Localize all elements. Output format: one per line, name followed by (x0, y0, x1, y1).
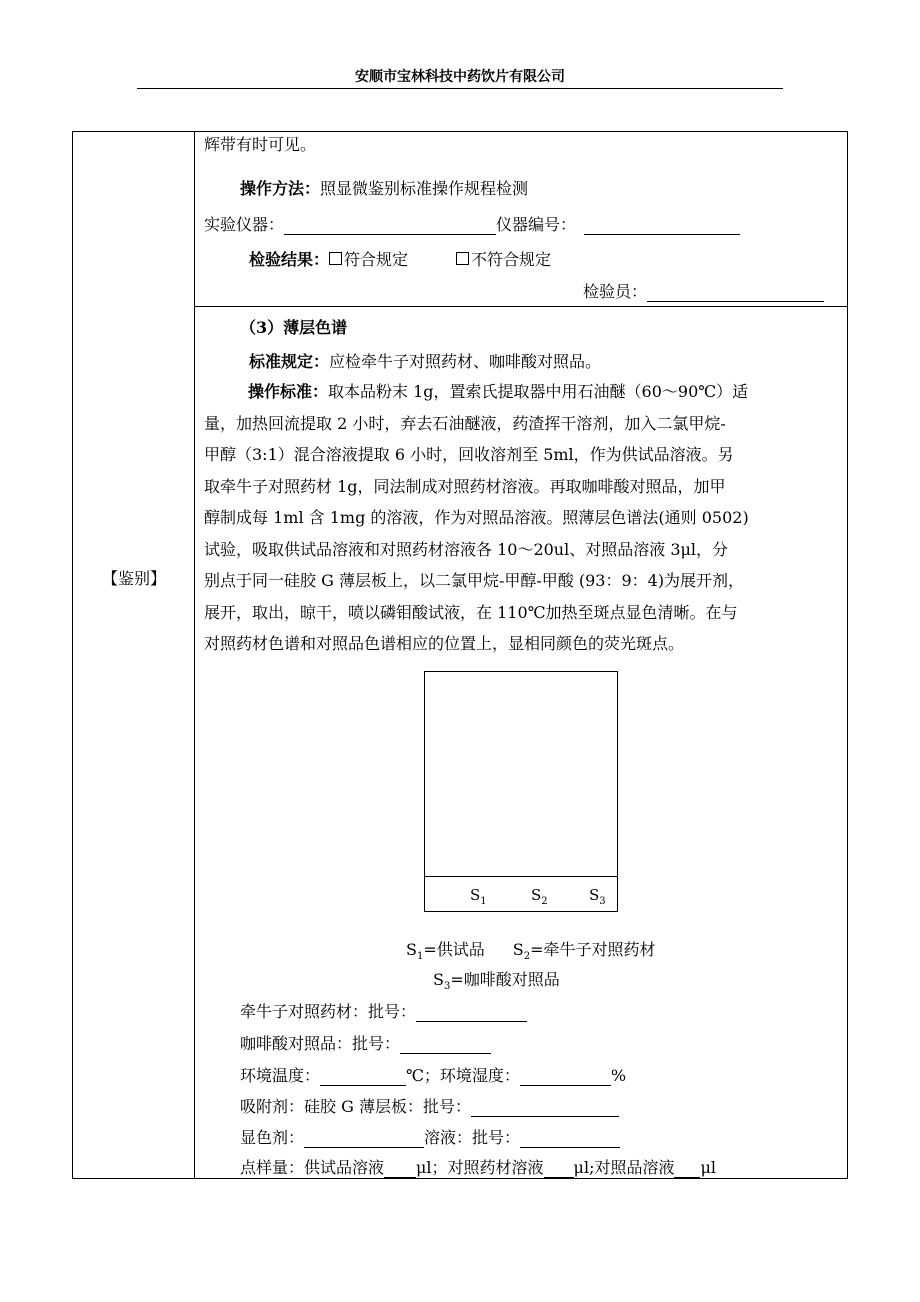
header-divider (137, 88, 783, 89)
ref-std-volume-field[interactable] (674, 1159, 700, 1178)
tlc-section-title: （3）薄层色谱 (240, 318, 348, 337)
standard-text: 应检牵牛子对照药材、咖啡酸对照品。 (329, 352, 602, 371)
legend-line-2: $S_3=$咖啡酸对照品 (433, 970, 560, 993)
operation-line: 量，加热回流提取 2 小时，弃去石油醚液，药渣挥干溶剂，加入二氯甲烷- (204, 413, 726, 433)
ref-std-row: 咖啡酸对照品：批号： (240, 1034, 491, 1054)
temperature-field[interactable] (320, 1067, 406, 1086)
operation-line: 展开，取出，晾干，喷以磷钼酸试液，在 110℃加热至斑点显色清晰。在与 (204, 602, 738, 622)
plate-batch-field[interactable] (471, 1098, 619, 1117)
company-name: 安顺市宝林科技中药饮片有限公司 (355, 69, 565, 85)
operation-line: 甲醇（3:1）混合溶液提取 6 小时，回收溶剂至 5ml，作为供试品溶液。另 (204, 445, 734, 464)
ref-herb-row: 牵牛子对照药材：批号： (240, 1002, 527, 1022)
legend-line-1: $S_1=$供试品 $S_2=$牵牛子对照药材 (406, 940, 656, 963)
method-label: 操作方法： (240, 179, 321, 198)
instrument-no-label: 仪器编号： (496, 215, 577, 234)
standard-label: 标准规定： (249, 352, 330, 371)
pass-checkbox[interactable] (329, 252, 342, 265)
table-top-border (72, 131, 848, 132)
inspector-row (583, 282, 824, 302)
continuation-text: 辉带有时可见。 (204, 135, 317, 154)
developer-row: 显色剂： 溶液：批号： (240, 1128, 620, 1148)
result-label: 检验结果： (249, 250, 330, 269)
developer-name-field[interactable] (304, 1129, 424, 1148)
legend-s1-desc: =供试品 (423, 940, 485, 959)
operation-line: 取牵牛子对照药材 1g，同法制成对照药材溶液。再取咖啡酸对照品，加甲 (204, 476, 726, 496)
instrument-row (204, 215, 740, 235)
legend-s3-desc: =咖啡酸对照品 (450, 970, 560, 989)
table-left-border (72, 131, 73, 1179)
standard-row (249, 352, 601, 372)
table-bottom-border (72, 1178, 848, 1179)
humidity-field[interactable] (520, 1067, 611, 1086)
result-row (249, 250, 551, 270)
instrument-field[interactable] (284, 216, 496, 235)
operation-line: 别点于同一硅胶 G 薄层板上，以二氯甲烷-甲醇-甲酸 (93：9：4)为展开剂， (204, 571, 745, 590)
ref-herb-batch-field[interactable] (416, 1003, 527, 1022)
operation-line: 对照药材色谱和对照品色谱相应的位置上，显相同颜色的荧光斑点。 (204, 634, 685, 653)
developer-batch-field[interactable] (520, 1129, 620, 1148)
legend-s2-desc: =牵牛子对照药材 (530, 940, 656, 959)
ref-herb-volume-field[interactable] (544, 1159, 574, 1178)
inspector-label: 检验员： (583, 282, 648, 301)
section-label-identification: 【鉴别】 (101, 569, 166, 588)
inspector-field[interactable] (647, 283, 824, 302)
method-row (240, 179, 528, 199)
lane-label-s1: $S_1$ (470, 886, 487, 907)
operation-line: 醇制成每 1ml 含 1mg 的溶液，作为对照品溶液。照薄层色谱法(通则 0502) (204, 508, 749, 527)
instrument-label: 实验仪器： (204, 215, 285, 234)
sample-volume-field[interactable] (384, 1159, 416, 1178)
environment-row: 环境温度： ℃；环境湿度： % (240, 1066, 627, 1085)
operation-line: 试验，吸取供试品溶液和对照药材溶液各 10～20ul、对照品溶液 3μl，分 (204, 539, 729, 559)
table-right-border (847, 131, 848, 1179)
instrument-no-field[interactable] (584, 216, 740, 235)
fail-option-label: 不符合规定 (471, 250, 552, 269)
pass-option-label: 符合规定 (344, 250, 409, 269)
spot-volume-row: 点样量：供试品溶液 μl；对照药材溶液 μl;对照品溶液 μl (240, 1158, 716, 1177)
adsorbent-row: 吸附剂：硅胶 G 薄层板：批号： (240, 1097, 619, 1117)
lane-label-s2: $S_2$ (531, 886, 548, 907)
method-text: 照显微鉴别标准操作规程检测 (320, 179, 529, 198)
table-row-divider (194, 306, 848, 307)
lane-label-s3: $S_3$ (589, 886, 606, 907)
ref-std-batch-field[interactable] (400, 1035, 491, 1054)
fail-checkbox[interactable] (456, 252, 469, 265)
operation-paragraph (204, 376, 838, 660)
operation-line: 操作标准：取本品粉末 1g，置索氏提取器中用石油醚（60～90℃）适 (248, 382, 749, 401)
table-column-divider (194, 131, 195, 1179)
tlc-plate-diagram (424, 671, 618, 912)
tlc-origin-line (425, 876, 617, 877)
operation-label: 操作标准： (248, 382, 329, 401)
